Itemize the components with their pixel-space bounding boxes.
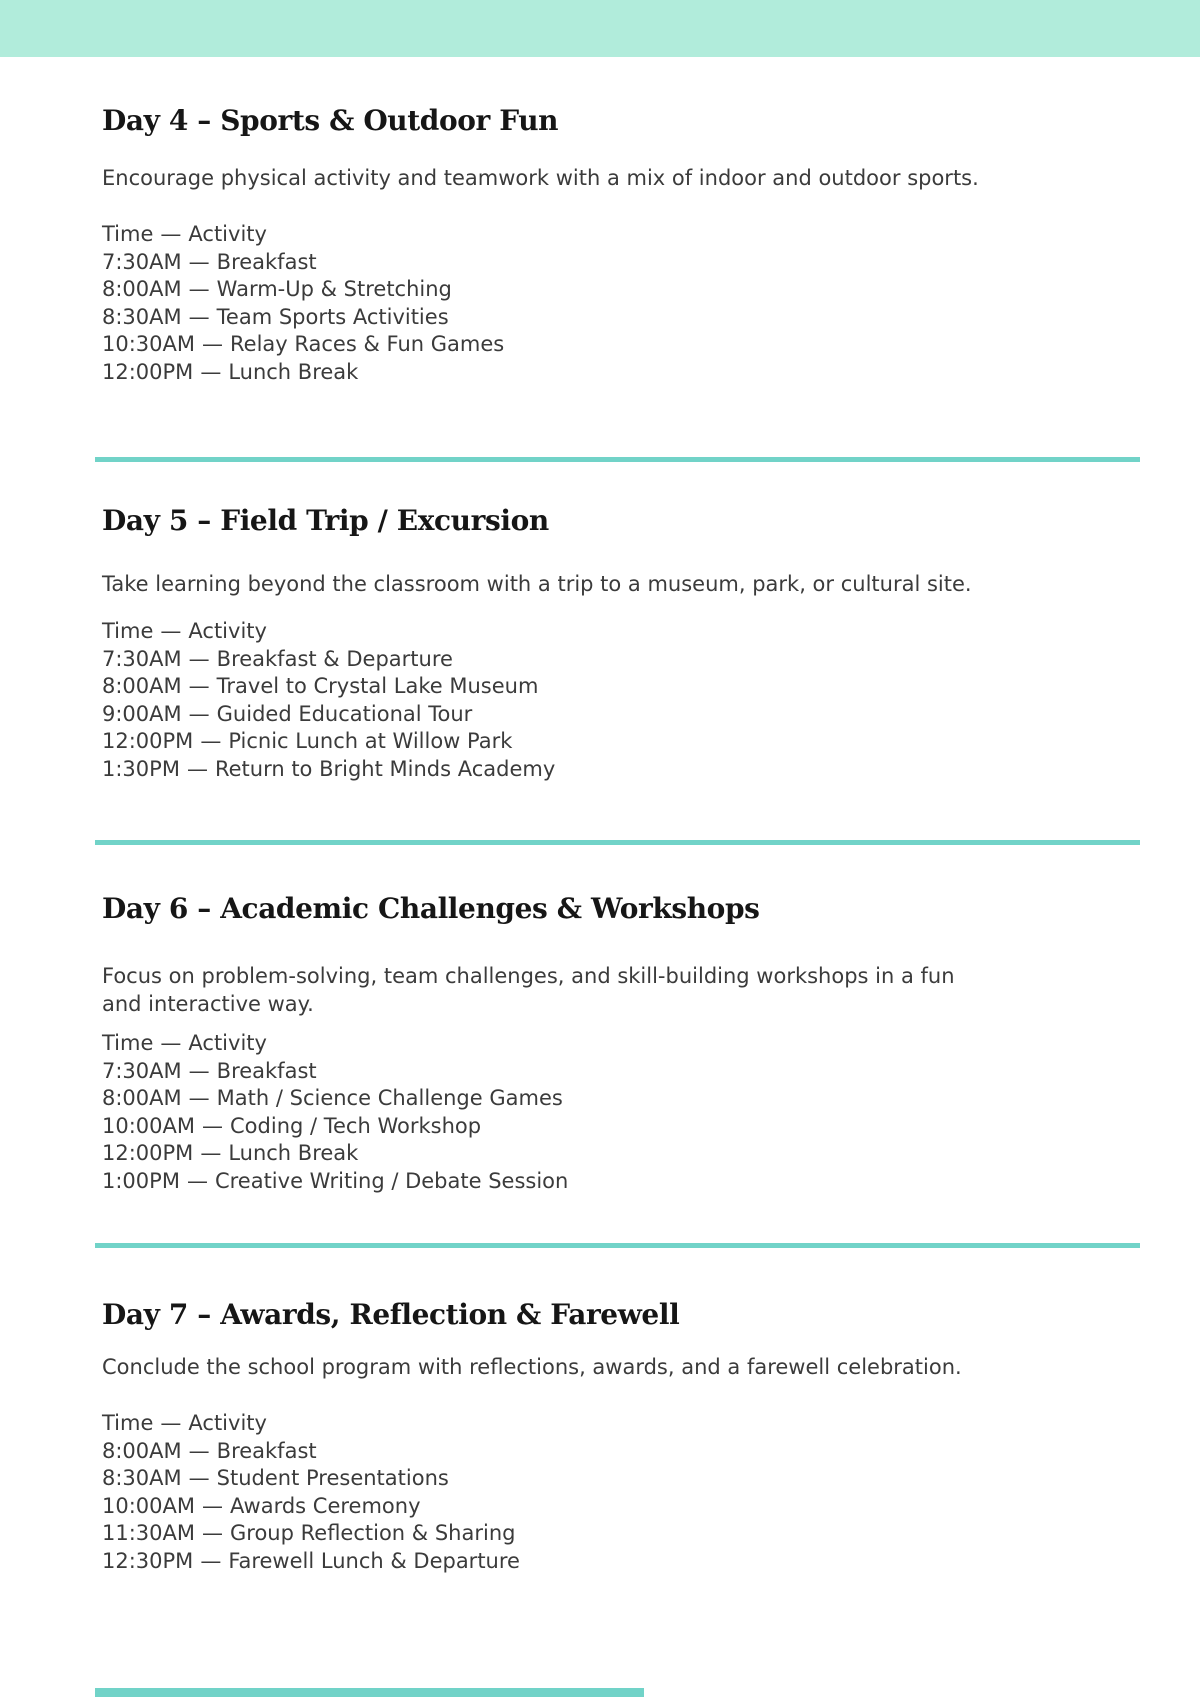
schedule-activity: Breakfast (216, 249, 317, 274)
dash-separator: — (200, 729, 222, 753)
dash-separator: — (188, 646, 210, 671)
dash-separator: — (188, 701, 210, 726)
schedule-activity: Lunch Break (228, 359, 359, 384)
description-line: Encourage physical activity and teamwork with a mix of indoor and outdoor sports. (102, 166, 979, 190)
schedule-row (102, 304, 1135, 332)
schedule-header-time: Time (102, 1031, 154, 1055)
schedule-time: 8:00AM (102, 1086, 182, 1110)
schedule-activity: Student Presentations (216, 1466, 449, 1490)
schedule-activity: Math / Science Challenge Games (216, 1086, 563, 1110)
dash-separator: — (202, 332, 224, 356)
schedule-row (102, 1058, 1135, 1086)
schedule-activity: Creative Writing / Debate Session (214, 1168, 569, 1193)
schedule-time: 7:30AM (102, 1058, 182, 1083)
schedule-time: 8:00AM (102, 674, 182, 698)
schedule-time: 12:00PM (102, 729, 194, 753)
schedule-header-activity: Activity (188, 619, 267, 643)
schedule-time: 9:00AM (102, 701, 182, 726)
schedule-time: 1:00PM (102, 1168, 180, 1193)
dash-separator: — (188, 304, 210, 329)
day-4-description (102, 164, 1135, 192)
schedule-row (102, 646, 1135, 674)
dash-separator: — (188, 1466, 210, 1490)
schedule-header-row (102, 1410, 1135, 1438)
schedule-time: 12:30PM (102, 1548, 194, 1573)
schedule-activity: Relay Races & Fun Games (230, 332, 505, 356)
day-7-schedule (102, 1410, 1135, 1575)
schedule-header-row (102, 221, 1135, 249)
dash-separator: — (200, 1141, 222, 1165)
schedule-row (102, 728, 1135, 756)
description-line: Take learning beyond the classroom with a trip to a museum, park, or cultural site. (102, 572, 972, 596)
dash-separator: — (202, 1113, 224, 1138)
schedule-row (102, 1085, 1135, 1113)
schedule-activity: Picnic Lunch at Willow Park (228, 729, 513, 753)
dash-separator: — (160, 222, 182, 246)
schedule-activity: Group Reflection & Sharing (230, 1521, 516, 1545)
schedule-row (102, 1465, 1135, 1493)
schedule-time: 8:30AM (102, 1466, 182, 1490)
day-7-description (102, 1353, 1135, 1381)
schedule-header-time: Time (102, 1411, 154, 1435)
schedule-row (102, 249, 1135, 277)
top-banner (0, 0, 1200, 57)
schedule-time: 8:00AM (102, 277, 182, 301)
schedule-header-row (102, 1030, 1135, 1058)
schedule-row (102, 1520, 1135, 1548)
schedule-activity: Travel to Crystal Lake Museum (216, 674, 539, 698)
schedule-time: 8:00AM (102, 1438, 182, 1463)
schedule-row (102, 331, 1135, 359)
schedule-header-activity: Activity (188, 222, 267, 246)
dash-separator: — (160, 1031, 182, 1055)
schedule-time: 7:30AM (102, 249, 182, 274)
day-4-schedule (102, 221, 1135, 386)
schedule-activity: Coding / Tech Workshop (230, 1113, 482, 1138)
schedule-time: 1:30PM (102, 756, 180, 781)
section-divider (95, 840, 1140, 845)
schedule-row (102, 1438, 1135, 1466)
schedule-row (102, 1113, 1135, 1141)
schedule-header-activity: Activity (188, 1411, 267, 1435)
day-7-title: Day 7 – Awards, Reflection & Farewell (102, 1298, 680, 1331)
page-content (0, 104, 1200, 1575)
schedule-time: 11:30AM (102, 1521, 196, 1545)
schedule-time: 7:30AM (102, 646, 182, 671)
schedule-activity: Team Sports Activities (216, 304, 449, 329)
schedule-time: 10:30AM (102, 332, 196, 356)
schedule-time: 12:00PM (102, 1141, 194, 1165)
schedule-row (102, 276, 1135, 304)
schedule-time: 10:00AM (102, 1113, 196, 1138)
dash-separator: — (202, 1493, 224, 1518)
schedule-header-time: Time (102, 619, 154, 643)
section-day-7 (102, 1298, 1135, 1575)
description-line: Focus on problem-solving, team challenges, and skill-building workshops in a fun (102, 964, 955, 988)
schedule-row (102, 359, 1135, 387)
schedule-header-row (102, 618, 1135, 646)
schedule-activity: Awards Ceremony (230, 1493, 421, 1518)
dash-separator: — (188, 277, 210, 301)
schedule-row (102, 673, 1135, 701)
day-4-title: Day 4 – Sports & Outdoor Fun (102, 104, 559, 137)
dash-separator: — (188, 674, 210, 698)
day-6-description (102, 962, 1135, 1018)
schedule-activity: Return to Bright Minds Academy (214, 756, 556, 781)
section-divider (95, 1243, 1140, 1248)
day-5-title: Day 5 – Field Trip / Excursion (102, 504, 549, 537)
dash-separator: — (160, 1411, 182, 1435)
schedule-row (102, 756, 1135, 784)
dash-separator: — (160, 619, 182, 643)
dash-separator: — (200, 359, 222, 384)
schedule-time: 8:30AM (102, 304, 182, 329)
description-line: Conclude the school program with reflections, awards, and a farewell celebration. (102, 1355, 962, 1379)
day-6-schedule (102, 1030, 1135, 1195)
schedule-activity: Farewell Lunch & Departure (228, 1548, 520, 1573)
schedule-time: 10:00AM (102, 1493, 196, 1518)
bottom-accent-bar (95, 1688, 644, 1697)
schedule-activity: Warm-Up & Stretching (216, 277, 452, 301)
day-5-description (102, 570, 1135, 598)
schedule-time: 12:00PM (102, 359, 194, 384)
schedule-row (102, 1493, 1135, 1521)
dash-separator: — (186, 756, 208, 781)
dash-separator: — (188, 1086, 210, 1110)
schedule-activity: Lunch Break (228, 1141, 359, 1165)
section-day-4 (102, 104, 1135, 386)
schedule-row (102, 1168, 1135, 1196)
description-line: and interactive way. (102, 992, 314, 1016)
section-day-5 (102, 504, 1135, 783)
schedule-activity: Guided Educational Tour (216, 701, 473, 726)
section-divider (95, 457, 1140, 462)
schedule-activity: Breakfast & Departure (216, 646, 453, 671)
day-6-title: Day 6 – Academic Challenges & Workshops (102, 892, 760, 925)
schedule-activity: Breakfast (216, 1438, 317, 1463)
dash-separator: — (186, 1168, 208, 1193)
schedule-header-activity: Activity (188, 1031, 267, 1055)
dash-separator: — (188, 249, 210, 274)
dash-separator: — (202, 1521, 224, 1545)
schedule-row (102, 701, 1135, 729)
section-day-6 (102, 892, 1135, 1195)
dash-separator: — (188, 1058, 210, 1083)
dash-separator: — (200, 1548, 222, 1573)
schedule-row (102, 1548, 1135, 1576)
day-5-schedule (102, 618, 1135, 783)
dash-separator: — (188, 1438, 210, 1463)
schedule-row (102, 1140, 1135, 1168)
schedule-activity: Breakfast (216, 1058, 317, 1083)
schedule-header-time: Time (102, 222, 154, 246)
